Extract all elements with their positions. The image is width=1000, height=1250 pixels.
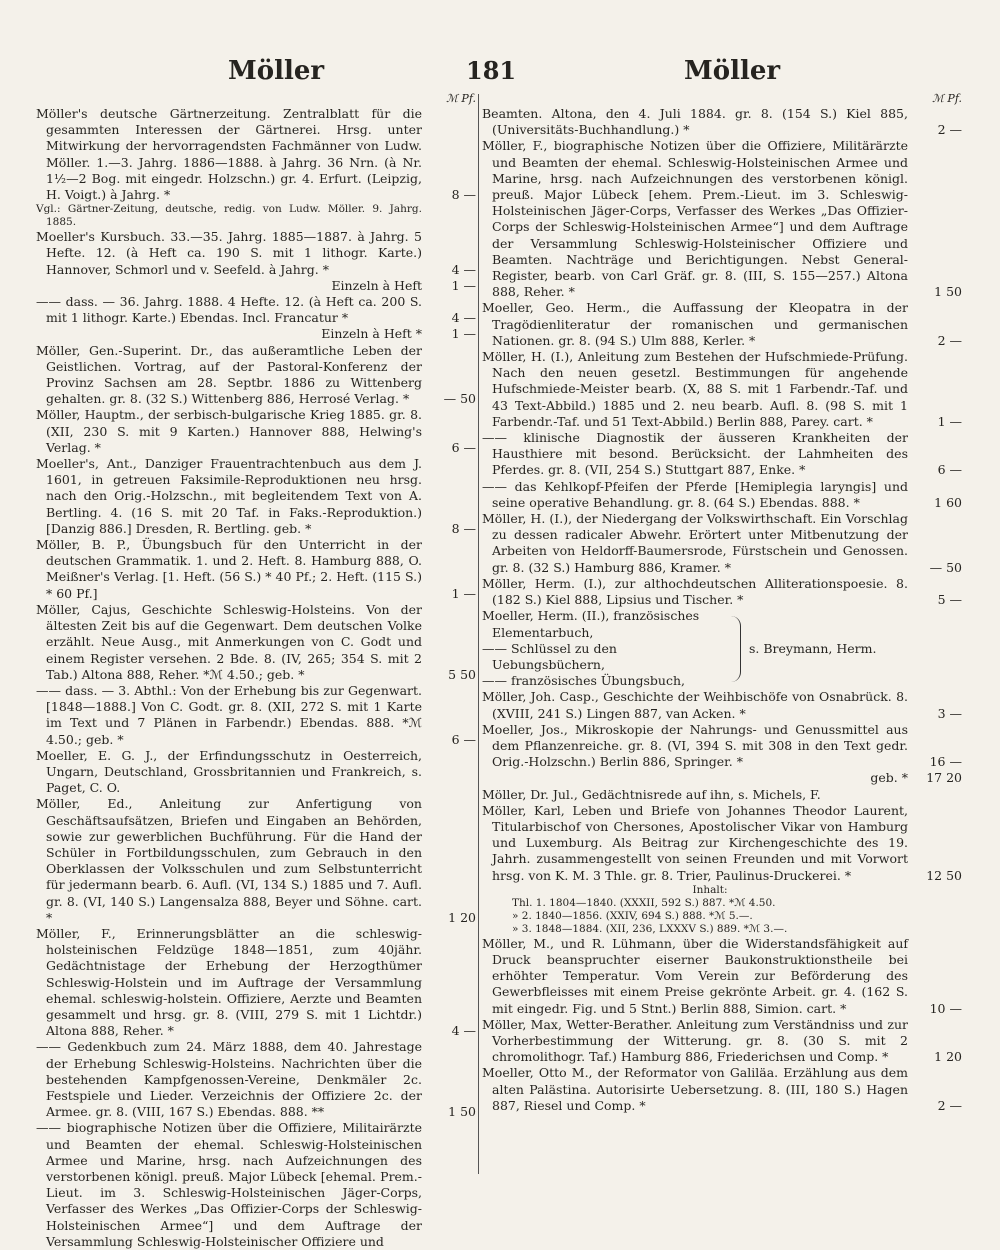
catalog-entry [482,803,962,884]
brace-mark [728,616,741,682]
catalog-entry [36,456,476,537]
entry-price: 4 — [451,1023,476,1039]
entry-price: 16 — [929,754,962,770]
entry-text: —— klinische Diagnostik der äusseren Krankheiten der Hausthiere mit besond. Berücksicht. der Lahmheiten des Pferdes. gr. 8. (VII, 254 S.) Stuttgart 887, Enke. * [482,430,908,478]
page-header [0,52,1000,92]
entry-price: — 50 [929,559,962,575]
catalog-entry [482,576,962,608]
catalog-entry [36,278,476,294]
entry-text: Möller, F., biographische Notizen über die Offiziere, Militärärzte und Beamten der ehemal. Schleswig-Holsteinischen Armee und Marine, hrsg. nach Aufzeichnungen des verstorbenen königl. preuß. Major Lübeck [ehem. Prem.-Lieut. im 3. Schleswig-Holsteinischen Jäger-Corps, Verfasser des Werkes „Das Offizier-Corps der Schleswig-Holsteinischen Armee“] und dem Auftrage der Versammlung Schleswig-Holsteinischer Offiziere und Beamten. Nachträge und Berichtigungen. Nebst General-Register, bearb. von Carl Gräf. gr. 8. (III, S. 155—257.) Altona 888, Reher. * [482,138,908,300]
running-head-left: Möller [228,56,325,86]
brace-title-line: —— Schlüssel zu den Uebungsbüchern, [482,640,617,672]
catalog-entry [36,326,476,342]
contents-line: » 3. 1848—1884. (XII, 236, LXXXV S.) 889. *ℳ 3.—. [512,922,788,935]
entry-text: Möller, M., und R. Lühmann, über die Widerstandsfähigkeit auf Druck beanspruchter eiserner Baukonstruktionstheile bei erhöhter Temperatur. Vom Verein zur Beförderung des Gewerbfleisses mit einem Preise gekrönte Arbeit. gr. 4. (162 S. mit eingedr. Fig. und 5 Stnt.) Berlin 888, Simion. cart. * [482,935,908,1016]
entry-price: 1 60 [934,494,962,510]
brace-titles [482,608,728,689]
entry-text: Möller, Dr. Jul., Gedächtnisrede auf ihn, s. Michels, F. [482,786,821,802]
price-header: ℳ Pf. [932,92,962,105]
entry-price: 1 50 [448,1104,476,1120]
entry-text: Moeller's, Ant., Danziger Frauentrachtenbuch aus dem J. 1601, in getreuen Faksimile-Reproduktionen neu hrsg. nach den Orig.-Holzschn., mit begleitendem Text von A. Bertling. 4. (16 S. mit 20 Taf. in Faks.-Reproduktion.) [Danzig 886.] Dresden, R. Bertling. geb. * [36,456,422,536]
entry-text: —— Gedenkbuch zum 24. März 1888, dem 40. Jahrestage der Erhebung Schleswig-Holsteins. Nachrichten über die bestehenden Kampfgenossen-Vereine, Denkmäler 2c. Festspiele und Lieder. Verzeichnis der Offiziere 2c. der Armee. gr. 8. (VIII, 167 S.) Ebendas. 888. ** [36,1039,422,1120]
catalog-entry [482,300,962,349]
entry-price: — 50 [443,391,476,407]
entry-price: 2 — [937,1097,962,1113]
entry-text: Möller, B. P., Übungsbuch für den Unterricht in der deutschen Grammatik. 1. und 2. Heft. 8. Hamburg 888, O. Meißner's Verlag. [1. Heft. (56 S.) * 40 Pf.; 2. Heft. (115 S.) * 60 Pf.] [36,537,422,601]
entry-text: Möller, Ed., Anleitung zur Anfertigung von Geschäftsaufsätzen, Briefen und Eingaben an Behörden, sowie zur gewerblichen Buchführung. Für die Hand der Schüler in Fortbildungsschulen, zum Gebrauch in den Oberklassen der Volksschulen und zum Selbstunterricht für jedermann bearb. 6. Aufl. (VI, 134 S.) 1885 und 7. Aufl. gr. 8. (VI, 140 S.) Langensalza 888, Beyer und Söhne. cart. * [36,796,422,925]
entry-text: geb. * [870,770,908,786]
entry-price: 6 — [451,439,476,455]
entry-price: 1 — [937,413,962,429]
catalog-entry [482,1017,962,1066]
catalog-entry [36,683,476,748]
catalog-entry [482,787,962,803]
catalog-entry [36,106,476,203]
entry-price: 5 50 [448,666,476,682]
catalog-entry [36,1120,476,1250]
entry-price: 10 — [929,1000,962,1016]
brace-title-line: —— französisches Übungsbuch, [482,673,685,689]
entry-text: Möller, Max, Wetter-Berather. Anleitung zum Verständniss und zur Vorherbestimmung der Witterung. gr. 8. (30 S. mit 2 chromolithogr. Taf.) Hamburg 886, Friederichsen und Comp. * [482,1016,908,1065]
entry-text: Vgl.: Gärtner-Zeitung, deutsche, redig. von Ludw. Möller. 9. Jahrg. 1885. [36,203,422,229]
entry-price: 5 — [937,592,962,608]
entry-price: 2 — [937,332,962,348]
entry-text: Möller, Cajus, Geschichte Schleswig-Holsteins. Von der ältesten Zeit bis auf die Gegenwart. Dem deutschen Volke erzählt. Neue Ausg., mit Anmerkungen von C. Godt und einem Register versehen. 2 Bde. 8. (IV, 265; 354 S. mit 2 Tab.) Altona 888, Reher. *ℳ 4.50.; geb. * [36,601,422,682]
entry-price: 1 50 [934,284,962,300]
entry-price: 4 — [451,310,476,326]
entry-price: 1 — [451,277,476,293]
entry-text: Möller's deutsche Gärtnerzeitung. Zentralblatt für die gesammten Interessen der Gärtnerei. Hrsg. unter Mitwirkung der hervorragendsten Fachmänner von Ludw. Möller. 1.—3. Jahrg. 1886—1888. à Jahrg. 36 Nrn. (à Nr. 1½—2 Bog. mit eingedr. Holzschn.) gr. 4. Erfurt. (Leipzig, H. Voigt.) à Jahrg. * [36,106,422,203]
entry-price: 2 — [937,122,962,138]
entry-price: 8 — [451,187,476,203]
entry-text: Moeller, Otto M., der Reformator von Galiläa. Erzählung aus dem alten Palästina. Autorisirte Uebersetzung. 8. (III, 180 S.) Hagen 887, Riesel und Comp. * [482,1065,908,1113]
entry-price: 4 — [451,261,476,277]
catalog-entry [36,294,476,326]
catalog-entry [36,602,476,683]
entry-text: Möller, Herm. (I.), zur althochdeutschen Alliterationspoesie. 8. (182 S.) Kiel 888, Lipsius und Tischer. * [482,575,908,608]
catalog-entry [36,1039,476,1120]
entry-price: 1 20 [934,1049,962,1065]
entry-price: 1 — [451,585,476,601]
catalog-entry [482,511,962,576]
brace-group [482,608,962,689]
entry-text: —— dass. — 3. Abthl.: Von der Erhebung bis zur Gegenwart. [1848—1888.] Von C. Godt. gr. 8. (XII, 272 S. mit 1 Karte im Text und 7 Plänen in Farbendr.) Ebendas. 888. *ℳ 4.50.; geb. * [36,682,422,747]
entry-text: Möller, Gen.-Superint. Dr., das außeramtliche Leben der Geistlichen. Vortrag, auf der Pastoral-Konferenz der Provinz Sachsen am 28. Septbr. 1886 zu Wittenberg gehalten. gr. 8. (32 S.) Wittenberg 886, Herrosé Verlag. * [36,342,422,407]
catalog-entry [482,770,962,786]
entry-text: Beamten. Altona, den 4. Juli 1884. gr. 8. (154 S.) Kiel 885, (Universitäts-Buchhandlung.) * [482,106,908,138]
left-column [36,92,476,1249]
catalog-entry [36,407,476,456]
entry-text: Möller, Karl, Leben und Briefe von Johannes Theodor Laurent, Titularbischof von Chersones, Apostolischer Vikar von Hamburg und Luxemburg. Als Beitrag zur Kirchengeschichte des 19. Jahrh. zusammengestellt von seinen Freunden und mit Vorwort hrsg. von K. M. 3 Thle. gr. 8. Trier, Paulinus-Druckerei. * [482,802,908,883]
entry-price: 12 50 [926,867,962,883]
catalog-entry [482,1065,962,1114]
contents-title: Inhalt: [692,883,728,896]
entry-price: 6 — [451,731,476,747]
catalog-entry [36,343,476,408]
entry-text: Möller, Hauptm., der serbisch-bulgarische Krieg 1885. gr. 8. (XII, 230 S. mit 9 Karten.) Hannover 888, Helwing's Verlag. * [36,407,422,455]
catalog-entry [482,689,962,721]
entry-text: —— das Kehlkopf-Pfeifen der Pferde [Hemiplegia laryngis] und seine operative Behandlung. gr. 8. (64 S.) Ebendas. 888. * [482,478,908,510]
entry-price: 3 — [937,705,962,721]
catalog-entry [482,479,962,511]
entry-text: Möller, Joh. Casp., Geschichte der Weihbischöfe von Osnabrück. 8. (XVIII, 241 S.) Lingen 887, van Acken. * [482,689,908,721]
entry-text: Moeller, Jos., Mikroskopie der Nahrungs- und Genussmittel aus dem Pflanzenreiche. gr. 8. (VI, 394 S. mit 308 in den Text gedr. Orig.-Holzschn.) Berlin 886, Springer. * [482,721,908,770]
right-column [482,92,962,1172]
entry-text: —— biographische Notizen über die Offiziere, Militairärzte und Beamten der ehemal. Schleswig-Holsteinischen Armee und Marine, hrsg. nach Aufzeichnungen des verstorbenen königl. preuß. Major Lübeck [ehemal. Prem.-Lieut. im 3. Schleswig-Holsteinischen Jäger-Corps, Verfasser des Werkes „Das Offizier-Corps der Schleswig-Holsteinischen Armee“] und dem Auftrage der Versammlung Schleswig-Holsteinischer Offiziere und [36,1120,422,1249]
entry-text: —— dass. — 36. Jahrg. 1888. 4 Hefte. 12. (à Heft ca. 200 S. mit 1 lithogr. Karte.) Ebendas. Incl. Francatur * [36,294,422,326]
catalog-entry [36,203,476,229]
catalog-entry [482,936,962,1017]
catalog-entry [36,537,476,602]
entry-text: Moeller's Kursbuch. 33.—35. Jahrg. 1885—1887. à Jahrg. 5 Hefte. 12. (à Heft ca. 190 S. mit 1 lithogr. Karte.) Hannover, Schmorl und v. Seefeld. à Jahrg. * [36,229,422,277]
column-divider [478,94,479,1174]
catalog-entry [482,106,962,138]
entry-text: Möller, H. (I.), der Niedergang der Volkswirthschaft. Ein Vorschlag zu dessen radicaler Abwehr. Erörtert unter Mitbenutzung der Arbeiten von Heldorff-Baumersrode, Fürstschein und Genossen. gr. 8. (32 S.) Hamburg 886, Kramer. * [482,511,908,575]
entry-text: Moeller, Geo. Herm., die Auffassung der Kleopatra in der Tragödienliteratur der romanischen und germanischen Nationen. gr. 8. (94 S.) Ulm 888, Kerler. * [482,300,908,348]
catalog-entry [482,722,962,771]
catalog-entry [482,349,962,430]
contents-list [482,884,962,936]
page-number: 181 [466,56,517,85]
entry-price: 17 20 [926,770,962,786]
price-header: ℳ Pf. [446,92,476,105]
catalog-entry [36,796,476,926]
catalog-entry [36,229,476,278]
contents-line: Thl. 1. 1804—1840. (XXXII, 592 S.) 887. *ℳ 4.50. [512,896,776,909]
contents-line: » 2. 1840—1856. (XXIV, 694 S.) 888. *ℳ 5.—. [512,909,753,922]
entry-text: Möller, F., Erinnerungsblätter an die schleswig-holsteinischen Feldzüge 1848—1851, zum 40jähr. Gedächtnistage der Erhebung der Herzogthümer Schleswig-Holstein und im Auftrage der Versammlung ehemal. schleswig-holstein. Offiziere, Aerzte und Beamten gesammelt und hrsg. gr. 8. (VIII, 279 S. mit 1 Lichtdr.) Altona 888, Reher. * [36,925,422,1039]
catalog-entry [36,748,476,797]
running-head-right: Möller [684,56,781,86]
entry-text: Einzeln à Heft [331,277,422,293]
entry-price: 8 — [451,520,476,536]
catalog-entry [482,138,962,300]
entry-text: Möller, H. (I.), Anleitung zum Bestehen der Hufschmiede-Prüfung. Nach den neuen gesetzl. Bestimmungen für angehende Hufschmiede-Meister bearb. (X, 88 S. mit 1 Farbendr.-Taf. und 43 Text-Abbild.) 1885 und 2. neu bearb. Aufl. 8. (98 S. mit 1 Farbendr.-Taf. und 51 Text-Abbild.) Berlin 888, Parey. cart. * [482,349,908,429]
entry-price: 6 — [937,462,962,478]
brace-reference: s. Breymann, Herm. [749,640,877,656]
entry-price: 1 20 [448,909,476,925]
catalog-entry [482,430,962,479]
entry-price: 1 — [451,326,476,342]
entry-text: Moeller, E. G. J., der Erfindungsschutz in Oesterreich, Ungarn, Deutschland, Grossbritannien und Frankreich, s. Paget, C. O. [36,747,422,796]
catalog-entry [36,926,476,1039]
entry-text: Einzeln à Heft * [321,326,422,342]
brace-title-line: Moeller, Herm. (II.), französisches Elementarbuch, [482,608,700,640]
